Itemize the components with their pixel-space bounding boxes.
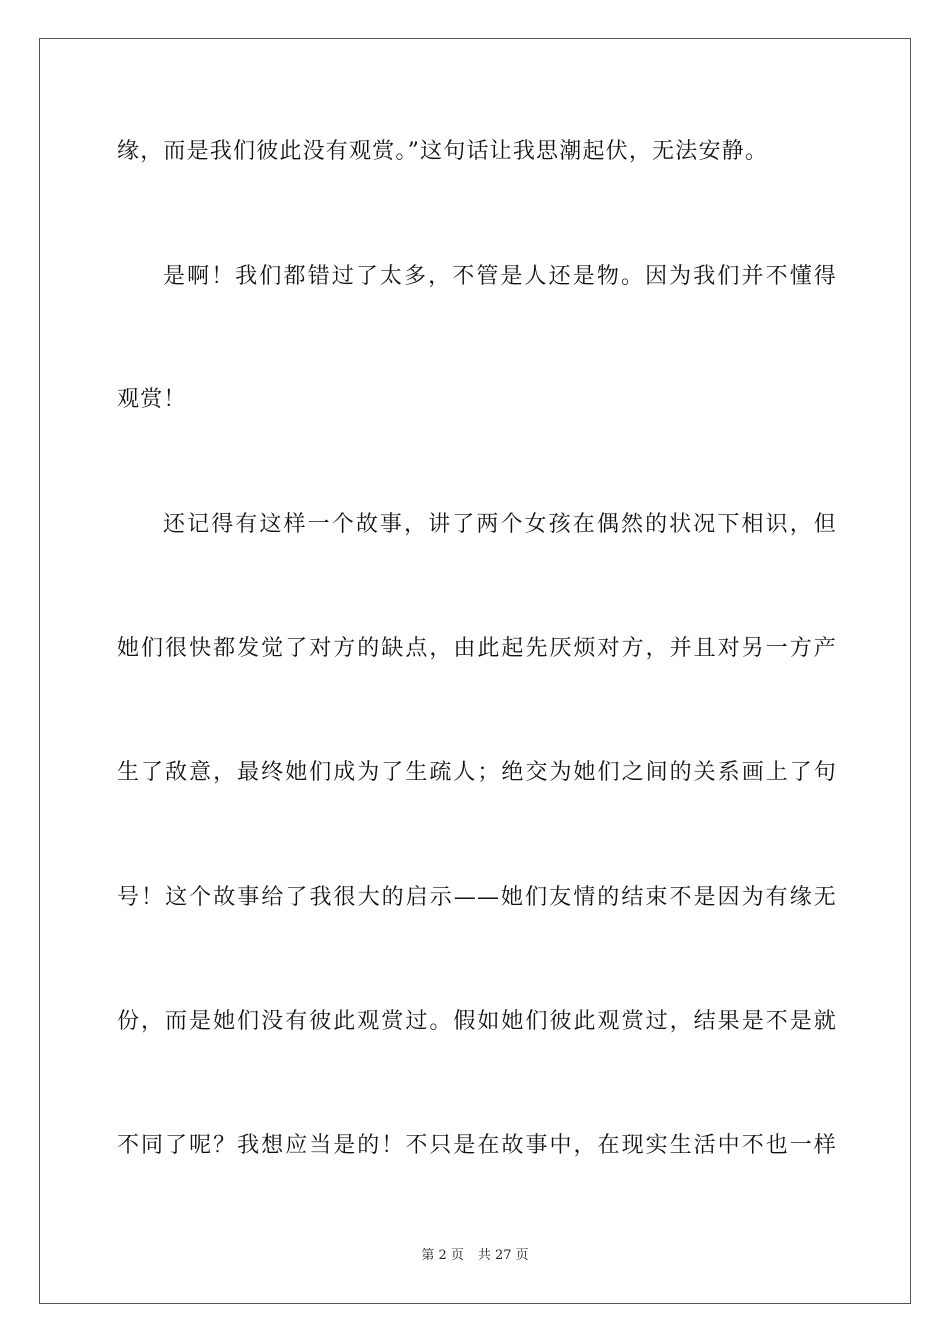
- text-line-2: 是啊！我们都错过了太多，不管是人还是物。因为我们并不懂得: [163, 264, 837, 289]
- text-line-1: 缘，而是我们彼此没有观赏。”这句话让我思潮起伏，无法安静。: [117, 139, 769, 164]
- total-pages: 共 27 页: [477, 1248, 529, 1263]
- text-line-8: 份，而是她们没有彼此观赏过。假如她们彼此观赏过，结果是不是就: [117, 1009, 837, 1034]
- text-line-7: 号！这个故事给了我很大的启示——她们友情的结束不是因为有缘无: [117, 885, 837, 910]
- text-line-6: 生了敌意，最终她们成为了生疏人；绝交为她们之间的关系画上了句: [117, 760, 837, 785]
- text-line-5: 她们很快都发觉了对方的缺点，由此起先厌烦对方，并且对另一方产: [117, 636, 837, 661]
- text-line-3: 观赏！: [117, 387, 187, 412]
- page-number: 第 2 页: [421, 1248, 464, 1263]
- page-border: [39, 38, 911, 1304]
- text-line-4: 还记得有这样一个故事，讲了两个女孩在偶然的状况下相识，但: [163, 512, 837, 537]
- page-footer: [0, 1248, 950, 1264]
- text-line-9: 不同了呢？我想应当是的！不只是在故事中，在现实生活中不也一样: [117, 1133, 837, 1158]
